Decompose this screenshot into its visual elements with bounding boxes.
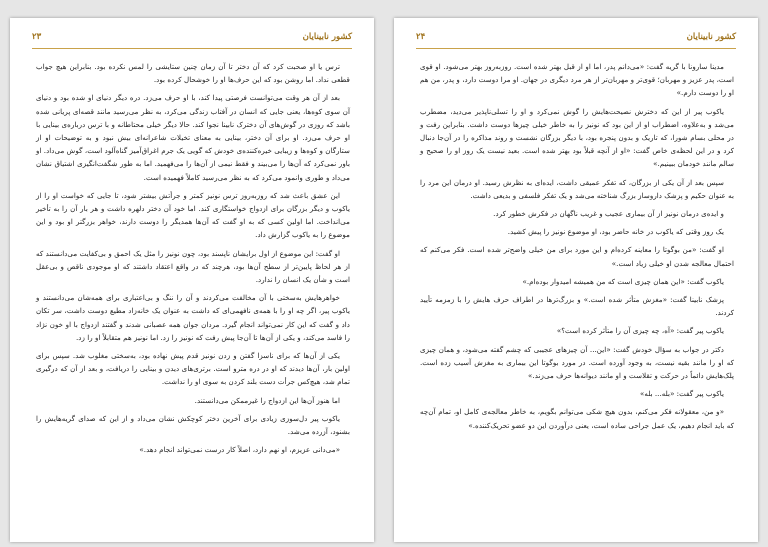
- page-body: [36, 60, 350, 534]
- paragraph: یک روز وقتی که یاکوب در خانه حاضر بود، او موضوع نونیز را پیش کشید.: [507, 227, 724, 237]
- paragraph: پزشک نابینا گفت: «مغزش متأثر شده است.» و بزرگ‌ترها در اطراف حرف هایش را با زمزمه تأیید کردند.: [420, 295, 734, 318]
- paragraph: او گفت: این موضوع از اول برایشان ناپسند بود، چون نونیز را مثل یک احمق و بی‌کفایت می‌دانستند که از هر لحاظ پایین‌تر از سطح آن‌ها بود، هرچند که در واقع اعتقاد داشتند که او موجودی ناقص و بی‌عقل است و شأن یک انسان را ندارد.: [36, 248, 350, 285]
- paragraph: سپس بعد از آن یکی از بزرگان، که تفکر عمیقی داشت، ایده‌ای به نظرش رسید. او درمان این مرد را به عنوان حکیم و پزشک داروساز بزرگ شناخته می‌شد و یک تفکر فلسفی و بدیعی داشت.: [420, 177, 734, 200]
- paragraph: مدینا سارونا با گریه گفت: «می‌دانم پدر، اما او از قبل بهتر شده است. روزبه‌روز بهتر می‌شود. او قوی است، پدر عزیز و مهربان؛ قوی‌تر و مهربان‌تر از هر مرد دیگری در جهان. او مرا دوست دارد، و پدر، من هم او را دوست دارم.»: [420, 62, 734, 98]
- page-body: [420, 60, 734, 534]
- running-title: کشور نابینایان: [302, 32, 352, 42]
- page-header: [32, 28, 352, 46]
- paragraph: و ایده‌ی درمان نونیز از آن بیماری عجیب و غریب ناگهان در فکرش خطور کرد.: [493, 209, 724, 219]
- paragraph: یکی از آن‌ها که برای ناسزا گفتن و زدن نونیز قدم پیش نهاده بود، به‌سختی مغلوب شد. سپس برای اولین بار، آن‌ها دیدند که او در دره مترو است. برتری‌های دیدن و بینایی را دریافت، و بعد از آن که درگیری تمام شد، هیچ‌کس جرأت دست بلند کردن به سوی او را نداشت.: [36, 351, 350, 387]
- paragraph: اما هنوز آن‌ها این ازدواج را غیرممکن می‌دانستند.: [194, 395, 340, 405]
- header-rule: [416, 48, 736, 49]
- book-page-right: [394, 18, 758, 542]
- paragraph: یاکوب پیر دل‌سوزی زیادی برای آخرین دختر کوچکش نشان می‌داد و از این که صدای گریه‌هایش را بشنود، آزرده می‌شد.: [36, 413, 350, 437]
- paragraph: یاکوب پیر گفت: «بله... بله»: [639, 389, 724, 399]
- paragraph: «و من، معقولانه فکر می‌کنم، بدون هیچ شکی می‌توانم بگویم، به خاطر معالجه‌ی کامل او، تمام آن‌چه که باید انجام دهیم، یک عمل جراحی ساده است، یعنی درآوردن این دو عضو تحریک‌کننده.»: [420, 407, 734, 430]
- header-rule: [32, 48, 352, 49]
- paragraph: بعد از آن هر وقت می‌توانست فرصتی پیدا کند، با او حرف می‌زد. دره دیگر دنیای او شده بود و دنیای آن سوی کوه‌ها، یعنی جایی که انسان در آفتاب زندگی می‌کرد، به نظر می‌رسید مانند قصه‌ای پریانی شده باشد که روزی در گوش‌های آن دخترک نابینا نجوا کند. حالا دیگر خیلی محتاطانه و با ترس درباره‌ی بینایی با او حرف می‌زد. او برای آن دختر، بینایی به معنای تخیلات شاعرانه‌ای بیش نبود و به توضیحات او از ستارگان و کوه‌ها و زیبایی خیره‌کننده‌ی خودش که گویی یک جرم اغراق‌آمیز گناه‌آلود است، گوش می‌داد. او باور نمی‌کرد که آن‌ها را می‌بیند و فقط نیمی از آن‌ها را می‌فهمید. اما به طور شگفت‌انگیزی اشتیاق نشان می‌داد و طوری وانمود می‌کرد که به نظر می‌رسید کاملاً فهمیده است.: [36, 93, 350, 182]
- paragraph: ترس یا او صحبت کرد که آن دختر تا آن زمان چنین ستایشی را لمس نکرده بود. بنابراین هیچ جواب قطعی نداد. اما روشن بود که این حرف‌ها او را خوشحال کرده بود.: [36, 62, 350, 85]
- page-number: ۲۳: [32, 32, 42, 42]
- paragraph: او گفت: «من بوگوتا را معاینه کرده‌ام و این مورد برای من خیلی واضح‌تر شده است. فکر می‌کنم که احتمال معالجه شدن او خیلی زیاد است.»: [420, 245, 734, 268]
- running-title: کشور نابینایان: [686, 32, 736, 42]
- paragraph: «می‌دانی عزیزم، او نهم دارد، اصلاً کار درست نمی‌تواند انجام دهد.»: [139, 445, 340, 455]
- paragraph: این عشق باعث شد که روزبه‌روز ترس نونیز کمتر و جرأتش بیشتر شود، تا جایی که خواست او را از یاکوب و دیگر بزرگان برای ازدواج خواستگاری کند. اما خود آن دختر دلهره داشت و هر بار آن را به تأخیر می‌انداخت. اما اولین کسی که به او گفت که آن‌ها همدیگر را دوست دارند، خواهر بزرگتر او بود و این موضوع را به یاکوب گزارش داد.: [36, 190, 350, 240]
- page-header: [416, 28, 736, 46]
- paragraph: دکتر در جواب به سؤال خودش گفت: «این... آن چیزهای عجیبی که چشم گفته می‌شود، و همان چیزی که او را مانند بقیه نیست، به وجود آورده است. در مورد بوگوتا این بیماری به مغزش آسیب زده است. پلک‌هایش دائماً در حرکت و تقلاست و او مانند دیوانه‌ها حرف می‌زند.»: [420, 344, 734, 381]
- paragraph: خواهرهایش به‌سختی با آن مخالفت می‌کردند و آن را ننگ و بی‌اعتباری برای همه‌شان می‌دانستند و یاکوب پیر، اگر چه او را با همه‌ی نافهمی‌ای که داشت به عنوان یک خانه‌زاد مطیع دوست داشت، سر تکان داد و گفت که این کار نمی‌تواند انجام گیرد. مردان جوان همه عصبانی شدند و گفتند ازدواج با او خون نژاد را فاسد می‌کند، و یکی از آن‌ها تا آن‌جا پیش رفت که نونیز را زد. اما نونیز هم متقابلاً او را زد.: [36, 293, 350, 342]
- page-number: ۲۴: [416, 32, 426, 42]
- paragraph: یاکوب پیر گفت: «آه، چه چیزی آن را متأثر کرده است؟»: [556, 326, 724, 336]
- paragraph: یاکوب پیر از این که دخترش نصیحت‌هایش را گوش نمی‌کرد و او را تسلی‌ناپذیر می‌دید، مضطرب می‌شد و به‌علاوه، اضطراب او از این بود که نونیز را به خاطر خیلی چیزها دوست داشت. بنابراین رفت و در محلی بسام شورا، که تاریک و بدون پنجره بود، با دیگر بزرگان نشست و روند مذاکره را در آن‌جا دنبال کرد و در این لحظه‌ی خاص گفت: «او از آنچه قبلاً بود بهتر شده است. بعید نیست یک روز او را صحیح و سالم مانند خودمان ببینیم.»: [420, 106, 734, 169]
- book-page-left: [10, 18, 374, 542]
- paragraph: یاکوب گفت: «این همان چیزی است که من همیشه امیدوار بوده‌ام.»: [522, 276, 724, 286]
